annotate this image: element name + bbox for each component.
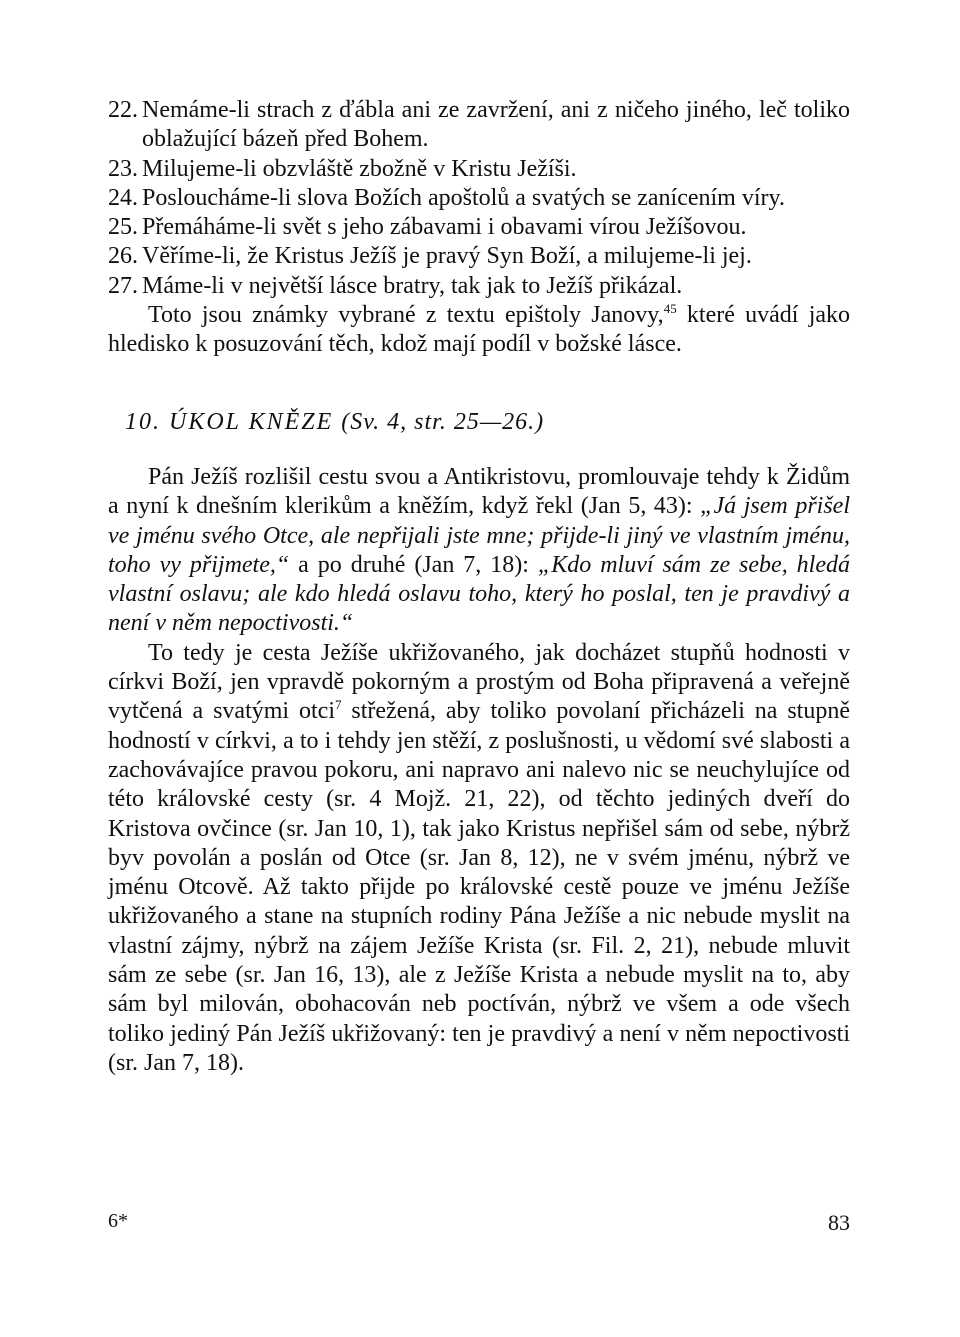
printer-signature: 6* [108,1210,128,1232]
criteria-list [108,96,850,301]
list-item [108,213,850,242]
section-heading [108,408,850,437]
list-item-number: 22. [108,97,138,123]
quotation: „Kdo mluví sám ze sebe, hledá vlastní oslavu; ale kdo hledá oslavu toho, který ho poslal, ten je pravdivý a není v něm nepoctivosti.“ [108,551,850,637]
section-reference: (Sv. 4, str. 25—26.) [341,408,545,435]
list-item-text: Přemáháme-li svět s jeho zábavami i obavami vírou Ježíšovou. [142,214,747,241]
paragraph-text-cont: střežená, aby toliko povolaní přicházeli na stupně hodností v církvi, a to i tehdy jen stěží, z poslušnosti, u vědomí své slabosti a zachovávajíce pravou pokoru, ani napravo ani nalevo nic se neuchylujíce od této královské cesty (sr. 4 Mojž. 21, 22), od těchto jediných dveří do Kristova ovčince (sr. Jan 10, 1), tak jako Kristus nepřišel sám od sebe, nýbrž byv povolán a poslán od Otce (sr. Jan 8, 12), ne v svém jménu, nýbrž ve jménu Otcově. Až takto přijde po královské cestě pouze ve jménu Ježíše ukřižovaného a stane na stupních rodiny Pána Ježíše a nic nebude myslit na vlastní zájmy, nýbrž na zájem Ježíše Krista (sr. Fil. 2, 21), nebude mluvit sám ze sebe (sr. Jan 16, 13), ale z Ježíše Krista a nebude myslit na to, aby sám byl milován, obohacován neb poctíván, nýbrž ve všem a ode všech toliko jediný Pán Ježíš ukřižovaný: ten je pravdivý a není v něm nepoctivosti (sr. Jan 7, 18). [108,698,850,1076]
list-item-number: 25. [108,214,138,241]
footnote-ref: 45 [663,301,677,317]
section-title: 10. ÚKOL KNĚZE [125,408,334,435]
list-item-text: Nemáme-li strach z ďábla ani ze zavržení, ani z ničeho jiného, leč toliko oblažující bázeň před Bohem. [142,97,850,153]
footnote-ref: 7 [334,697,342,713]
body-paragraph-2 [108,639,850,1078]
list-item [108,96,850,155]
page-number: 83 [828,1210,850,1235]
list-item-text: Posloucháme-li slova Božích apoštolů a svatých se zanícením víry. [142,184,785,211]
paragraph-text: To tedy je cesta Ježíše ukřižovaného, jak docházet stupňů hodnosti v církvi Boží, jen vpravdě pokorným a prostým od Boha připravená a veřejně vytčená a svatými otci [108,639,850,725]
list-item [108,184,850,213]
summary-text-cont: které uvádí jako hledisko k posuzování těch, kdož mají podíl v božské lásce. [108,302,851,358]
body-paragraph-1 [108,463,850,639]
list-item-text: Máme-li v největší lásce bratry, tak jak to Ježíš přikázal. [142,272,683,299]
summary-text: Toto jsou známky vybrané z textu epištoly Janovy, [148,302,664,329]
page-body [108,96,850,1078]
list-item-number: 27. [108,272,138,299]
list-item-text: Věříme-li, že Kristus Ježíš je pravý Syn Boží, a milujeme-li jej. [142,243,752,270]
list-item-number: 23. [108,155,138,182]
list-item-number: 24. [108,184,138,211]
paragraph-text: a po druhé (Jan 7, 18): [289,551,538,578]
list-item [108,272,850,301]
list-item [108,155,850,184]
paragraph-text: Pán Ježíš rozlišil cestu svou a Antikristovu, promlouvaje tehdy k Židům a nyní k dnešním klerikům a kněžím, když řekl (Jan 5, 43): [108,463,850,520]
quotation: „Já jsem přišel ve jménu svého Otce, ale nepřijali jste mne; přijde-li jiný ve vlastním jménu, toho vy přijmete,“ [108,493,850,578]
list-item-text: Milujeme-li obzvláště zbožně v Kristu Ježíši. [142,155,577,182]
summary-paragraph [108,301,850,360]
list-item [108,242,850,271]
list-item-number: 26. [108,243,138,270]
